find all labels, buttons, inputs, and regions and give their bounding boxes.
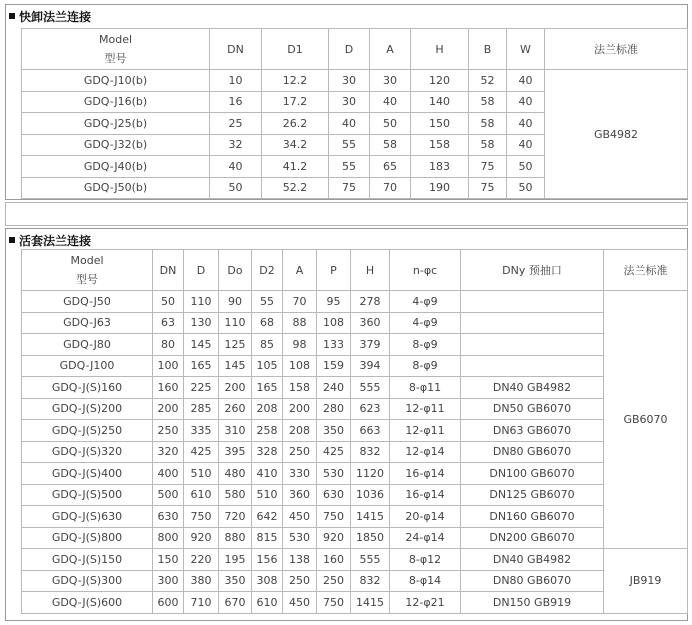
value-cell: 26.2 bbox=[262, 113, 329, 135]
section-title bbox=[9, 232, 91, 249]
value-cell: 240 bbox=[317, 377, 351, 399]
model-cell: GDQ-J50 bbox=[22, 291, 153, 313]
value-cell: 8-φ12 bbox=[390, 549, 461, 571]
value-cell: 400 bbox=[153, 463, 184, 485]
value-cell: 8-φ9 bbox=[390, 355, 461, 377]
header-cell: D1 bbox=[262, 29, 329, 70]
value-cell: 108 bbox=[283, 355, 317, 377]
value-cell: 12.2 bbox=[262, 70, 329, 92]
value-cell: 70 bbox=[370, 177, 411, 199]
table-row bbox=[22, 527, 688, 549]
value-cell: 750 bbox=[184, 506, 219, 528]
section-title-text: 快卸法兰连接 bbox=[19, 10, 92, 24]
table-row bbox=[22, 463, 688, 485]
value-cell: 30 bbox=[370, 70, 411, 92]
dny-port-cell: DN40 GB4982 bbox=[461, 549, 604, 571]
value-cell: 4-φ9 bbox=[390, 312, 461, 334]
value-cell: 880 bbox=[219, 527, 252, 549]
quick-release-flange-table bbox=[21, 28, 688, 199]
header-cell: Do bbox=[219, 250, 252, 291]
value-cell: 158 bbox=[411, 134, 469, 156]
value-cell: 100 bbox=[153, 355, 184, 377]
value-cell: 630 bbox=[153, 506, 184, 528]
value-cell: 98 bbox=[283, 334, 317, 356]
value-cell: 12-φ21 bbox=[390, 592, 461, 614]
model-cell: GDQ-J80 bbox=[22, 334, 153, 356]
value-cell: 200 bbox=[283, 398, 317, 420]
value-cell: 720 bbox=[219, 506, 252, 528]
value-cell: 58 bbox=[469, 113, 507, 135]
model-cell: GDQ-J50(b) bbox=[22, 177, 210, 199]
value-cell: 159 bbox=[317, 355, 351, 377]
value-cell: 379 bbox=[351, 334, 390, 356]
value-cell: 50 bbox=[210, 177, 262, 199]
header-cell: B bbox=[469, 29, 507, 70]
dny-port-cell: DN100 GB6070 bbox=[461, 463, 604, 485]
value-cell: 158 bbox=[283, 377, 317, 399]
value-cell: 40 bbox=[210, 156, 262, 178]
header-cell: DN bbox=[153, 250, 184, 291]
value-cell: 750 bbox=[317, 506, 351, 528]
value-cell: 145 bbox=[219, 355, 252, 377]
value-cell: 1415 bbox=[351, 592, 390, 614]
value-cell: 1850 bbox=[351, 527, 390, 549]
value-cell: 530 bbox=[283, 527, 317, 549]
value-cell: 600 bbox=[153, 592, 184, 614]
value-cell: 160 bbox=[153, 377, 184, 399]
model-cell: GDQ-J(S)630 bbox=[22, 506, 153, 528]
value-cell: 610 bbox=[252, 592, 283, 614]
value-cell: 250 bbox=[283, 441, 317, 463]
value-cell: 8-φ14 bbox=[390, 570, 461, 592]
table-row bbox=[22, 506, 688, 528]
header-cell: 法兰标准 bbox=[545, 29, 688, 70]
value-cell: 160 bbox=[317, 549, 351, 571]
value-cell: 55 bbox=[329, 156, 370, 178]
table-header-row bbox=[22, 29, 688, 70]
value-cell: 63 bbox=[153, 312, 184, 334]
bullet-icon bbox=[9, 13, 15, 19]
value-cell: 330 bbox=[283, 463, 317, 485]
dny-port-cell bbox=[461, 355, 604, 377]
model-cell: GDQ-J32(b) bbox=[22, 134, 210, 156]
value-cell: 920 bbox=[184, 527, 219, 549]
value-cell: 480 bbox=[219, 463, 252, 485]
section-title bbox=[9, 8, 91, 25]
dny-port-cell bbox=[461, 291, 604, 313]
value-cell: 250 bbox=[317, 570, 351, 592]
table-row bbox=[22, 398, 688, 420]
header-model-en: Model bbox=[98, 33, 133, 46]
value-cell: 450 bbox=[283, 506, 317, 528]
value-cell: 510 bbox=[184, 463, 219, 485]
value-cell: 40 bbox=[329, 113, 370, 135]
value-cell: 663 bbox=[351, 420, 390, 442]
value-cell: 190 bbox=[411, 177, 469, 199]
dny-port-cell: DN50 GB6070 bbox=[461, 398, 604, 420]
table-row bbox=[22, 592, 688, 614]
value-cell: 150 bbox=[153, 549, 184, 571]
value-cell: 450 bbox=[283, 592, 317, 614]
value-cell: 58 bbox=[469, 91, 507, 113]
header-cell: A bbox=[370, 29, 411, 70]
value-cell: 145 bbox=[184, 334, 219, 356]
value-cell: 380 bbox=[184, 570, 219, 592]
dny-port-cell: DN160 GB6070 bbox=[461, 506, 604, 528]
model-cell: GDQ-J63 bbox=[22, 312, 153, 334]
value-cell: 8-φ11 bbox=[390, 377, 461, 399]
value-cell: 350 bbox=[219, 570, 252, 592]
value-cell: 328 bbox=[252, 441, 283, 463]
model-cell: GDQ-J25(b) bbox=[22, 113, 210, 135]
header-model-cn: 型号 bbox=[76, 273, 98, 286]
value-cell: 500 bbox=[153, 484, 184, 506]
value-cell: 8-φ9 bbox=[390, 334, 461, 356]
model-cell: GDQ-J(S)160 bbox=[22, 377, 153, 399]
value-cell: 183 bbox=[411, 156, 469, 178]
value-cell: 108 bbox=[317, 312, 351, 334]
value-cell: 623 bbox=[351, 398, 390, 420]
model-cell: GDQ-J(S)250 bbox=[22, 420, 153, 442]
dny-port-cell: DN150 GB919 bbox=[461, 592, 604, 614]
value-cell: 50 bbox=[507, 177, 545, 199]
header-cell: 法兰标准 bbox=[604, 250, 688, 291]
value-cell: 105 bbox=[252, 355, 283, 377]
value-cell: 30 bbox=[329, 70, 370, 92]
header-cell: n-φc bbox=[390, 250, 461, 291]
value-cell: 50 bbox=[507, 156, 545, 178]
value-cell: 10 bbox=[210, 70, 262, 92]
header-model-en: Model bbox=[70, 254, 104, 267]
value-cell: 225 bbox=[184, 377, 219, 399]
header-model bbox=[22, 250, 153, 291]
table-row bbox=[22, 70, 688, 92]
value-cell: 832 bbox=[351, 570, 390, 592]
value-cell: 394 bbox=[351, 355, 390, 377]
value-cell: 642 bbox=[252, 506, 283, 528]
flange-standard-cell: GB4982 bbox=[545, 70, 688, 199]
value-cell: 75 bbox=[469, 156, 507, 178]
value-cell: 310 bbox=[219, 420, 252, 442]
table-row bbox=[22, 549, 688, 571]
value-cell: 208 bbox=[283, 420, 317, 442]
value-cell: 750 bbox=[317, 592, 351, 614]
table-row bbox=[22, 484, 688, 506]
value-cell: 30 bbox=[329, 91, 370, 113]
value-cell: 16 bbox=[210, 91, 262, 113]
dny-port-cell: DN80 GB6070 bbox=[461, 441, 604, 463]
dny-port-cell: DN63 GB6070 bbox=[461, 420, 604, 442]
value-cell: 12-φ11 bbox=[390, 398, 461, 420]
value-cell: 55 bbox=[252, 291, 283, 313]
value-cell: 260 bbox=[219, 398, 252, 420]
value-cell: 90 bbox=[219, 291, 252, 313]
value-cell: 20-φ14 bbox=[390, 506, 461, 528]
value-cell: 280 bbox=[317, 398, 351, 420]
value-cell: 110 bbox=[184, 291, 219, 313]
value-cell: 120 bbox=[411, 70, 469, 92]
dny-port-cell bbox=[461, 334, 604, 356]
value-cell: 80 bbox=[153, 334, 184, 356]
value-cell: 335 bbox=[184, 420, 219, 442]
value-cell: 1415 bbox=[351, 506, 390, 528]
table-row bbox=[22, 420, 688, 442]
value-cell: 580 bbox=[219, 484, 252, 506]
value-cell: 70 bbox=[283, 291, 317, 313]
value-cell: 138 bbox=[283, 549, 317, 571]
value-cell: 208 bbox=[252, 398, 283, 420]
value-cell: 350 bbox=[317, 420, 351, 442]
table-header-row bbox=[22, 250, 688, 291]
value-cell: 832 bbox=[351, 441, 390, 463]
value-cell: 150 bbox=[411, 113, 469, 135]
header-cell: W bbox=[507, 29, 545, 70]
model-cell: GDQ-J(S)500 bbox=[22, 484, 153, 506]
value-cell: 85 bbox=[252, 334, 283, 356]
value-cell: 34.2 bbox=[262, 134, 329, 156]
value-cell: 425 bbox=[317, 441, 351, 463]
value-cell: 12-φ14 bbox=[390, 441, 461, 463]
loose-flange-section bbox=[5, 228, 688, 621]
value-cell: 40 bbox=[507, 134, 545, 156]
dny-port-cell bbox=[461, 312, 604, 334]
value-cell: 555 bbox=[351, 377, 390, 399]
value-cell: 670 bbox=[219, 592, 252, 614]
value-cell: 300 bbox=[153, 570, 184, 592]
value-cell: 140 bbox=[411, 91, 469, 113]
table-row bbox=[22, 291, 688, 313]
header-cell: D bbox=[184, 250, 219, 291]
value-cell: 555 bbox=[351, 549, 390, 571]
value-cell: 360 bbox=[283, 484, 317, 506]
header-cell: H bbox=[411, 29, 469, 70]
value-cell: 58 bbox=[370, 134, 411, 156]
header-cell: DNy 预抽口 bbox=[461, 250, 604, 291]
value-cell: 41.2 bbox=[262, 156, 329, 178]
quick-release-flange-section bbox=[5, 4, 688, 200]
value-cell: 1036 bbox=[351, 484, 390, 506]
value-cell: 250 bbox=[283, 570, 317, 592]
value-cell: 55 bbox=[329, 134, 370, 156]
value-cell: 285 bbox=[184, 398, 219, 420]
model-cell: GDQ-J(S)600 bbox=[22, 592, 153, 614]
value-cell: 75 bbox=[469, 177, 507, 199]
flange-standard-cell: JB919 bbox=[604, 549, 688, 614]
dny-port-cell: DN40 GB4982 bbox=[461, 377, 604, 399]
header-model bbox=[22, 29, 210, 70]
value-cell: 278 bbox=[351, 291, 390, 313]
value-cell: 510 bbox=[252, 484, 283, 506]
model-cell: GDQ-J(S)800 bbox=[22, 527, 153, 549]
value-cell: 32 bbox=[210, 134, 262, 156]
value-cell: 65 bbox=[370, 156, 411, 178]
table-row bbox=[22, 570, 688, 592]
value-cell: 530 bbox=[317, 463, 351, 485]
value-cell: 200 bbox=[153, 398, 184, 420]
value-cell: 195 bbox=[219, 549, 252, 571]
section-divider bbox=[5, 202, 688, 226]
value-cell: 125 bbox=[219, 334, 252, 356]
value-cell: 800 bbox=[153, 527, 184, 549]
table-row bbox=[22, 355, 688, 377]
value-cell: 165 bbox=[252, 377, 283, 399]
value-cell: 25 bbox=[210, 113, 262, 135]
value-cell: 425 bbox=[184, 441, 219, 463]
header-cell: A bbox=[283, 250, 317, 291]
value-cell: 710 bbox=[184, 592, 219, 614]
value-cell: 40 bbox=[507, 91, 545, 113]
value-cell: 17.2 bbox=[262, 91, 329, 113]
value-cell: 320 bbox=[153, 441, 184, 463]
value-cell: 360 bbox=[351, 312, 390, 334]
header-cell: D2 bbox=[252, 250, 283, 291]
loose-flange-table bbox=[21, 249, 688, 614]
model-cell: GDQ-J(S)320 bbox=[22, 441, 153, 463]
value-cell: 156 bbox=[252, 549, 283, 571]
value-cell: 88 bbox=[283, 312, 317, 334]
table-row bbox=[22, 312, 688, 334]
model-cell: GDQ-J16(b) bbox=[22, 91, 210, 113]
value-cell: 52 bbox=[469, 70, 507, 92]
value-cell: 1120 bbox=[351, 463, 390, 485]
table-row bbox=[22, 377, 688, 399]
value-cell: 258 bbox=[252, 420, 283, 442]
header-cell: D bbox=[329, 29, 370, 70]
flange-standard-cell: GB6070 bbox=[604, 291, 688, 549]
value-cell: 610 bbox=[184, 484, 219, 506]
value-cell: 40 bbox=[507, 70, 545, 92]
dny-port-cell: DN125 GB6070 bbox=[461, 484, 604, 506]
model-cell: GDQ-J40(b) bbox=[22, 156, 210, 178]
value-cell: 40 bbox=[370, 91, 411, 113]
value-cell: 52.2 bbox=[262, 177, 329, 199]
value-cell: 4-φ9 bbox=[390, 291, 461, 313]
value-cell: 815 bbox=[252, 527, 283, 549]
value-cell: 110 bbox=[219, 312, 252, 334]
model-cell: GDQ-J(S)150 bbox=[22, 549, 153, 571]
value-cell: 410 bbox=[252, 463, 283, 485]
value-cell: 68 bbox=[252, 312, 283, 334]
value-cell: 220 bbox=[184, 549, 219, 571]
value-cell: 250 bbox=[153, 420, 184, 442]
value-cell: 75 bbox=[329, 177, 370, 199]
header-cell: H bbox=[351, 250, 390, 291]
model-cell: GDQ-J10(b) bbox=[22, 70, 210, 92]
value-cell: 130 bbox=[184, 312, 219, 334]
model-cell: GDQ-J100 bbox=[22, 355, 153, 377]
value-cell: 16-φ14 bbox=[390, 484, 461, 506]
value-cell: 133 bbox=[317, 334, 351, 356]
value-cell: 308 bbox=[252, 570, 283, 592]
value-cell: 50 bbox=[370, 113, 411, 135]
bullet-icon bbox=[9, 237, 15, 243]
value-cell: 395 bbox=[219, 441, 252, 463]
dny-port-cell: DN200 GB6070 bbox=[461, 527, 604, 549]
value-cell: 24-φ14 bbox=[390, 527, 461, 549]
value-cell: 58 bbox=[469, 134, 507, 156]
value-cell: 200 bbox=[219, 377, 252, 399]
value-cell: 50 bbox=[153, 291, 184, 313]
dny-port-cell: DN80 GB6070 bbox=[461, 570, 604, 592]
model-cell: GDQ-J(S)300 bbox=[22, 570, 153, 592]
header-cell: P bbox=[317, 250, 351, 291]
table-row bbox=[22, 441, 688, 463]
value-cell: 920 bbox=[317, 527, 351, 549]
value-cell: 630 bbox=[317, 484, 351, 506]
model-cell: GDQ-J(S)400 bbox=[22, 463, 153, 485]
section-title-text: 活套法兰连接 bbox=[19, 234, 92, 248]
value-cell: 40 bbox=[507, 113, 545, 135]
value-cell: 165 bbox=[184, 355, 219, 377]
value-cell: 16-φ14 bbox=[390, 463, 461, 485]
header-model-cn: 型号 bbox=[104, 52, 127, 65]
header-cell: DN bbox=[210, 29, 262, 70]
table-row bbox=[22, 334, 688, 356]
model-cell: GDQ-J(S)200 bbox=[22, 398, 153, 420]
value-cell: 95 bbox=[317, 291, 351, 313]
value-cell: 12-φ11 bbox=[390, 420, 461, 442]
